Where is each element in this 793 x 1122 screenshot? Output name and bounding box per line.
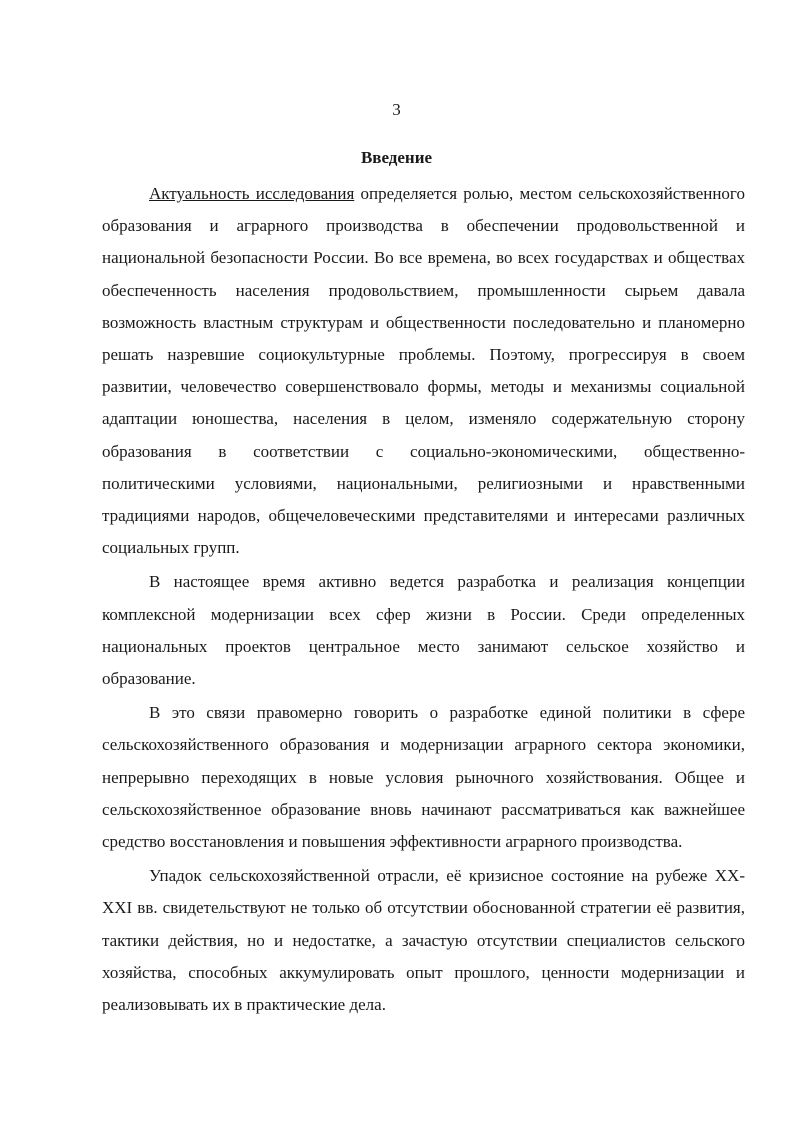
document-body [102,178,745,1021]
paragraph: В настоящее время активно ведется разработка и реализация концепции комплексной модернизации всех сфер жизни в России. Среди определенных национальных проектов центральное место занимают сельское хозяйство и образование. [102,572,745,689]
section-title: Введение [360,148,433,167]
paragraph: Упадок сельскохозяйственной отрасли, её кризисное состояние на рубеже XX-XXI вв. свидетельствуют не только об отсутствии обоснованной стратегии её развития, тактики действия, но и недостатке, а зачастую отсутствии специалистов сельского хозяйства, способных аккумулировать опыт прошлого, ценности модернизации и реализовывать их в практические дела. [102,866,745,1015]
paragraph-relevance [102,178,745,564]
page-number: 3 [392,100,401,119]
paragraph-text: определяется ролью, местом сельскохозяйственного образования и аграрного производства в обеспечении продовольственной и национальной безопасности России. Во все времена, во всех государствах и обществах обеспеченность населения продовольствием, промышленности сырьем давала возможность властным структурам и общественности последовательно и планомерно решать назревшие социокультурные проблемы. Поэтому, прогрессируя в своем развитии, человечество совершенствовало формы, методы и механизмы социальной адаптации юношества, населения в целом, изменяло содержательную сторону образования в соответствии с социально-экономическими, общественно-политическими условиями, национальными, религиозными и нравственными традициями народов, общечеловеческими представителями и интересами различных социальных групп. [102,184,745,558]
underlined-lead: Актуальность исследования [149,184,355,203]
paragraph: В это связи правомерно говорить о разработке единой политики в сфере сельскохозяйственного образования и модернизации аграрного сектора экономики, непрерывно переходящих в новые условия рыночного хозяйствования. Общее и сельскохозяйственное образование вновь начинают рассматриваться как важнейшее средство восстановления и повышения эффективности аграрного производства. [102,703,745,852]
